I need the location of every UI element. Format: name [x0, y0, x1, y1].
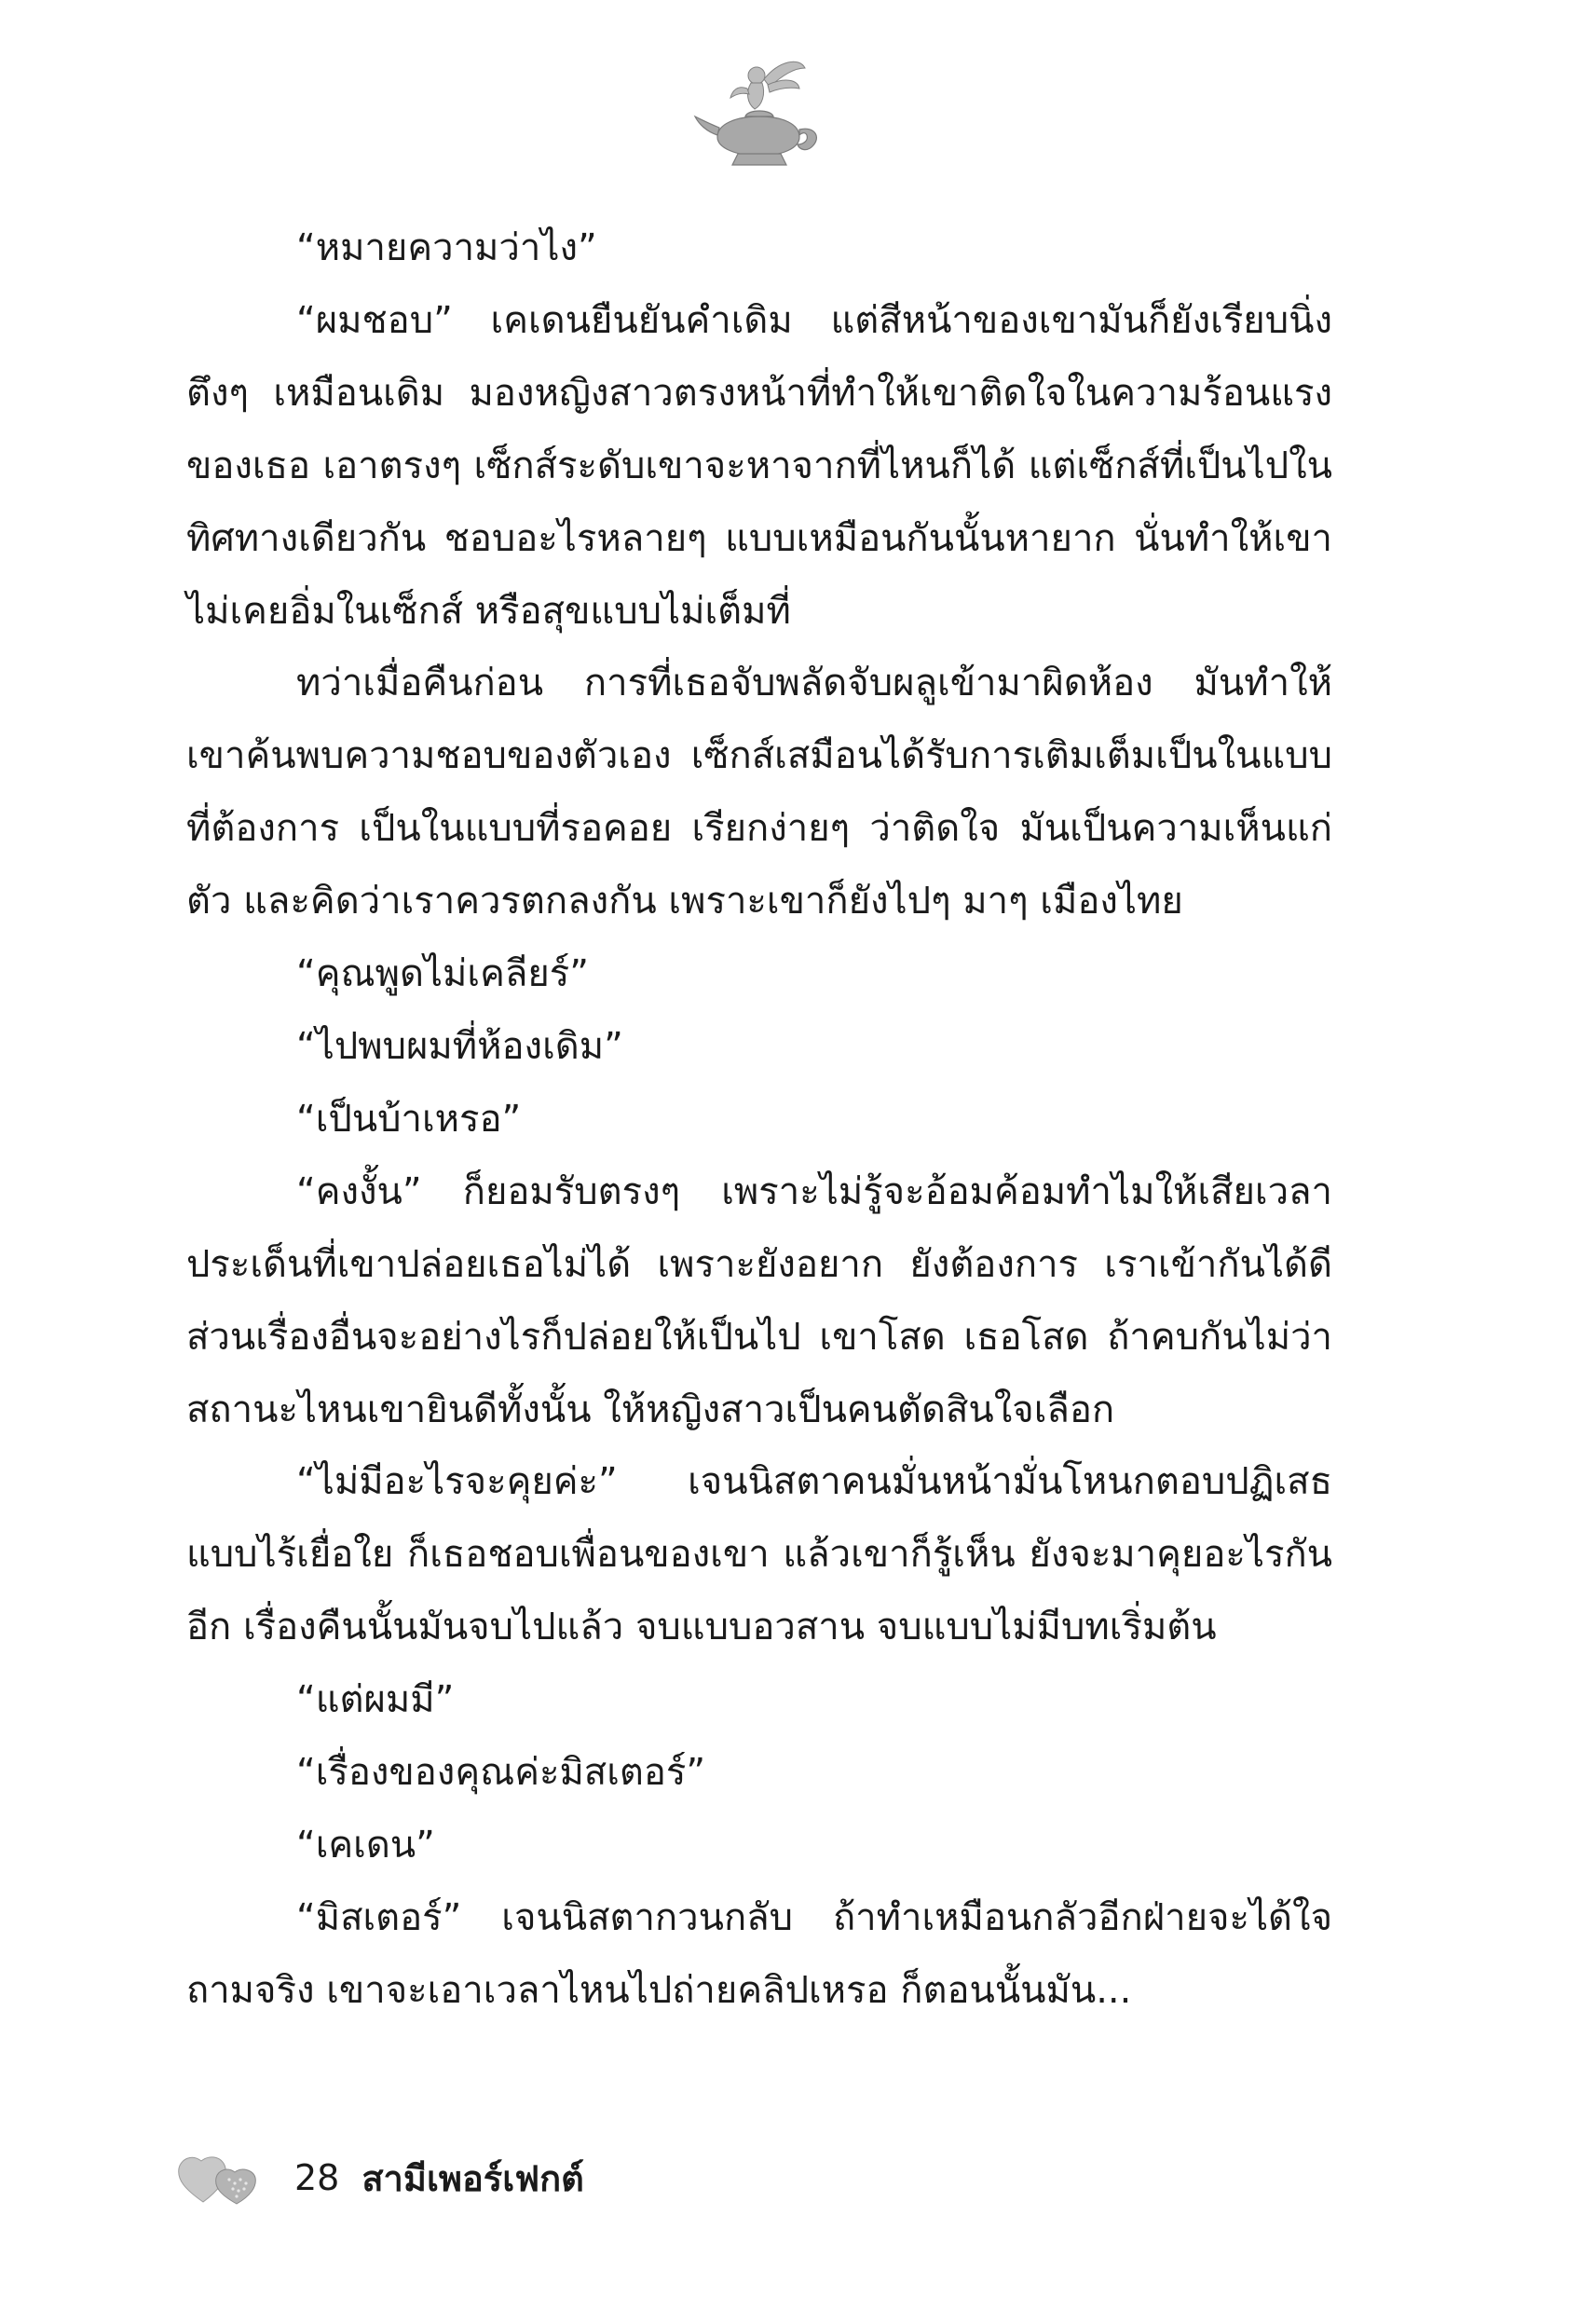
dialogue-line: “ไปพบผมที่ห้องเดิม” — [296, 1024, 623, 1068]
paragraph: “มิสเตอร์” เจนนิสตากวนกลับ ถ้าทำเหมือนกลัวอีกฝ่ายจะได้ใจถามจริง เขาจะเอาเวลาไหนไปถ่ายคลิปเหรอ ก็ตอนนั้นมัน... — [186, 1895, 1332, 2012]
dialogue-line: “หมายความว่าไง” — [296, 226, 597, 269]
body-text — [186, 212, 1332, 2028]
hearts-icon — [177, 2148, 270, 2208]
paragraph: “คงงั้น” ก็ยอมรับตรงๆ เพราะไม่รู้จะอ้อมค้อมทำไมให้เสียเวลา ประเด็นที่เขาปล่อยเธอไม่ได้ เพราะยังอยาก ยังต้องการ เราเข้ากันได้ดี ส่วนเรื่องอื่นจะอย่างไรก็ปล่อยให้เป็นไป เขาโสด เธอโสด ถ้าคบกันไม่ว่าสถานะไหนเขายินดีทั้งนั้น ให้หญิงสาวเป็นคนตัดสินใจเลือก — [186, 1169, 1332, 1431]
book-title: สามีเพอร์เฟกต์ — [361, 2157, 584, 2199]
dialogue-line: “เรื่องของคุณค่ะมิสเตอร์” — [296, 1751, 706, 1795]
page-footer — [177, 2145, 584, 2210]
cupid-teapot-icon — [689, 51, 829, 172]
dialogue-line: “เคเดน” — [296, 1823, 435, 1867]
dialogue-line: “แต่ผมมี” — [296, 1678, 455, 1722]
paragraph: “ไม่มีอะไรจะคุยค่ะ” เจนนิสตาคนมั่นหน้ามั่นโหนกตอบปฏิเสธแบบไร้เยื่อใย ก็เธอชอบเพื่อนของเขา แล้วเขาก็รู้เห็น ยังจะมาคุยอะไรกันอีก เรื่องคืนนั้นมันจบไปแล้ว จบแบบอวสาน จบแบบไม่มีบทเริ่มต้น — [186, 1460, 1332, 1649]
paragraph: “ผมชอบ” เคเดนยืนยันคำเดิม แต่สีหน้าของเขามันก็ยังเรียบนิ่งตึงๆ เหมือนเดิม มองหญิงสาวตรงหน้าที่ทำให้เขาติดใจในความร้อนแรงของเธอ เอาตรงๆ เซ็กส์ระดับเขาจะหาจากที่ไหนก็ได้ แต่เซ็กส์ที่เป็นไปในทิศทางเดียวกัน ชอบอะไรหลายๆ แบบเหมือนกันนั้นหายาก นั่นทำให้เขาไม่เคยอิ่มในเซ็กส์ หรือสุขแบบไม่เต็มที่ — [186, 298, 1332, 633]
dialogue-line: “คุณพูดไม่เคลียร์” — [296, 952, 590, 996]
paragraph: ทว่าเมื่อคืนก่อน การที่เธอจับพลัดจับผลูเข้ามาผิดห้อง มันทำให้เขาค้นพบความชอบของตัวเอง เซ็กส์เสมือนได้รับการเติมเต็มเป็นในแบบที่ต้องการ เป็นในแบบที่รอคอย เรียกง่ายๆ ว่าติดใจ มันเป็นความเห็นแก่ตัว และคิดว่าเราควรตกลงกัน เพราะเขาก็ยังไปๆ มาๆ เมืองไทย — [186, 662, 1332, 923]
dialogue-line: “เป็นบ้าเหรอ” — [296, 1097, 522, 1141]
page-number: 28 — [294, 2157, 340, 2198]
